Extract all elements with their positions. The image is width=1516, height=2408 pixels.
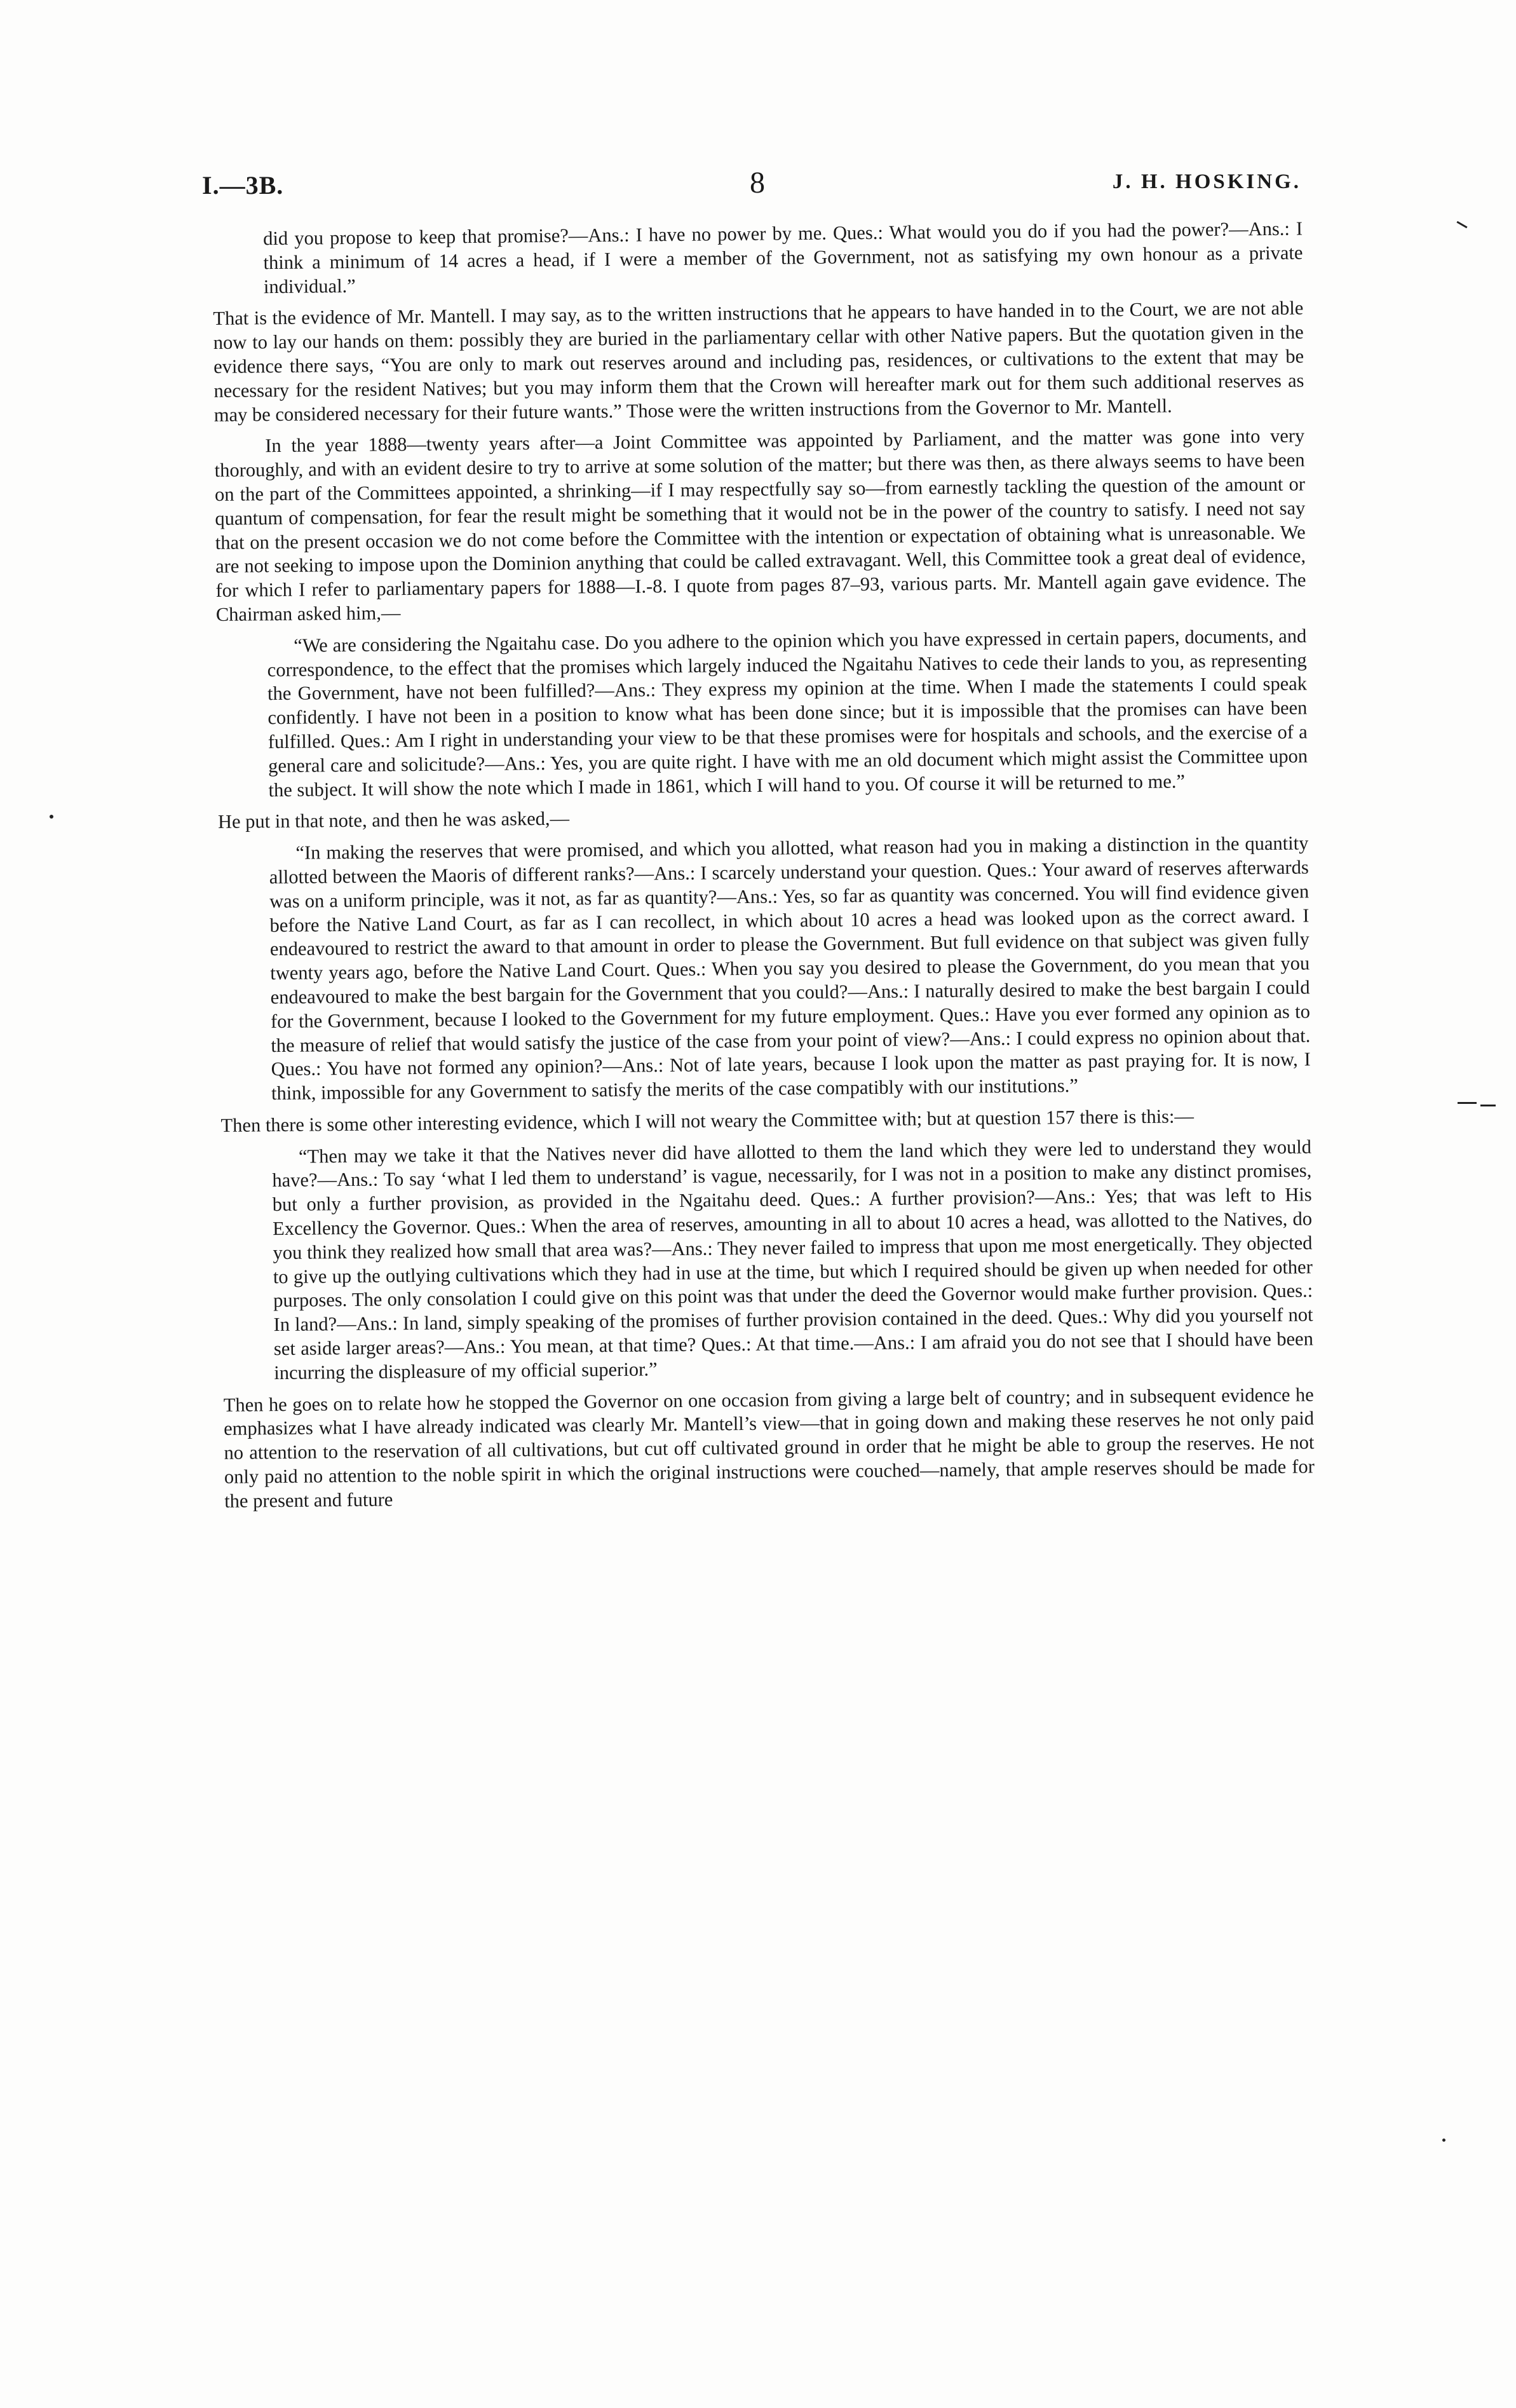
quote-allotted-land: “Then may we take it that the Natives never did have allotted to them the land which they were led to understand they would have?—Ans.: To say ‘what I led them to understand’ is vague, necessarily, for I was not in a position to make any distinct promises, but only a further provision, as provided in the Ngaitahu deed. Ques.: A further provision?—Ans.: Yes; that was left to His Excellency the Governor. Ques.: When the area of reserves, amounting in all to about 10 acres a head, was allotted to the Natives, do you think they realized how small that area was?—Ans.: They never failed to impress that upon me most energetically. They objected to give up the outlying cultivations which they had in use at the time, but which I required should be given up when needed for other purposes. The only consolation I could give on this point was that under the deed the Governor would make further provision. Ques.: In land?—Ans.: In land, simply speaking of the promises of further provision contained in the deed. Ques.: Why did you yourself not set aside larger areas?—Ans.: You mean, at that time? Ques.: At that time.—Ans.: I am afraid you do not see that I should have been incurring the displeasure of my official superior.” [272, 1136, 1314, 1384]
margin-mark [1442, 2139, 1445, 2142]
margin-mark [50, 815, 53, 819]
quote-reserves: “In making the reserves that were promised, and which you allotted, what reason had you in making a distinction in the quantity allotted between the Maoris of different ranks?—Ans.: I scarcely understand your question. Ques.: Your award of reserves afterwards was on a uniform principle, was it not, as far as quantity?—Ans.: Yes, so far as quantity was concerned. You will find evidence given before the Native Land Court, as far as I can recollect, in which about 10 acres a head was looked upon as the correct award. I endeavoured to restrict the award to that amount in order to please the Government. But full evidence on that subject was given fully twenty years ago, before the Native Land Court. Ques.: When you say you desired to please the Government, do you mean that you endeavoured to make the best bargain for the Government that you could?—Ans.: I naturally desired to make the best bargain I could for the Government, because I looked to the Government for my future employment. Ques.: Have you ever formed any opinion as to the measure of relief that would satisfy the justice of the case from your point of view?—Ans.: I could express no opinion about that. Ques.: You have not formed any opinion?—Ans.: Not of late years, because I look upon the matter as past praying for. It is now, I think, impossible for any Government to satisfy the merits of the case compatibly with our institutions.” [269, 832, 1311, 1105]
quote-continuation: did you propose to keep that promise?—Ans.: I have no power by me. Ques.: What would you do if you had the power?—Ans.: I think a minimum of 14 acres a head, if I were a member of the Government, not as satisfying my own honour as a private individual.” [263, 217, 1303, 297]
paragraph-governor-belt: Then he goes on to relate how he stopped the Governor on one occasion from giving a large belt of country; and in subsequent evidence he emphasizes what I have already indicated was clearly Mr. Mantell’s view—that in going down and making these reserves he not only paid no attention to the reservation of all cultivations, but cut off cultivated ground in order that he might be able to group the reserves. He not only paid no attention to the noble spirit in which the original instructions were couched—namely, that ample reserves should be made for the present and future [223, 1384, 1315, 1512]
page-header [202, 166, 1301, 208]
page-number: 8 [750, 166, 765, 200]
margin-mark [1456, 221, 1467, 229]
paragraph-joint-committee: In the year 1888—twenty years after—a Joint Committee was appointed by Parliament, and the matter was gone into very thoroughly, and with an evident desire to try to arrive at some solution of the matter; but there was then, as there always seems to have been on the part of the Committees appointed, a shrinking—if I may respectfully say so—from earnestly tackling the question of the amount or quantum of compensation, for fear the result might be something that it would not be in the power of the country to satisfy. I need not say that on the present occasion we do not come before the Committee with the intention or expectation of obtaining what is unreasonable. We are not seeking to impose upon the Dominion anything that could be called extravagant. Well, this Committee took a great deal of evidence, for which I refer to parliamentary papers for 1888—I.-8. I quote from pages 87–93, various parts. Mr. Mantell again gave evidence. The Chairman asked him,— [214, 425, 1306, 625]
margin-mark [1458, 1102, 1477, 1104]
paragraph-question-157: Then there is some other interesting evidence, which I will not weary the Committee with; but at question 157 there is this:— [220, 1105, 1195, 1136]
paragraph-mantell-evidence: That is the evidence of Mr. Mantell. I may say, as to the written instructions that he appears to have handed in to the Court, we are not able now to lay our hands on them: possibly they are buried in the parliamentary cellar with other Native papers. But the quotation given in the evidence there says, “You are only to mark out reserves around and including pas, residences, or cultivations to the extent that may be necessary for the resident Natives; but you may inform them that the Crown will hereafter mark out for them such additional reserves as may be considered necessary for their future wants.” Those were the written instructions from the Governor to Mr. Mantell. [213, 297, 1304, 426]
margin-mark [1480, 1105, 1496, 1106]
speaker-name: J. H. HOSKING. [1112, 170, 1301, 193]
page-body [212, 217, 1315, 1521]
quote-ngaitahu-case: “We are considering the Ngaitahu case. Do you adhere to the opinion which you have expressed in certain papers, documents, and correspondence, to the effect that the promises which largely induced the Ngaitahu Natives to cede their lands to you, as representing the Government, have not been fulfilled?—Ans.: They express my opinion at the time. When I made the statements I could speak confidently. I have not been in a position to know what has been done since; but it is impossible that the promises can have been fulfilled. Ques.: Am I right in understanding your view to be that these promises were for hospitals and schools, and the exercise of a general care and solicitude?—Ans.: Yes, you are quite right. I have with me an old document which might assist the Committee upon the subject. It will show the note which I made in 1861, which I will hand to you. Of course it will be returned to me.” [267, 625, 1308, 801]
paragraph-note: He put in that note, and then he was asked,— [217, 807, 570, 833]
paper-reference: I.—3B. [202, 171, 284, 200]
